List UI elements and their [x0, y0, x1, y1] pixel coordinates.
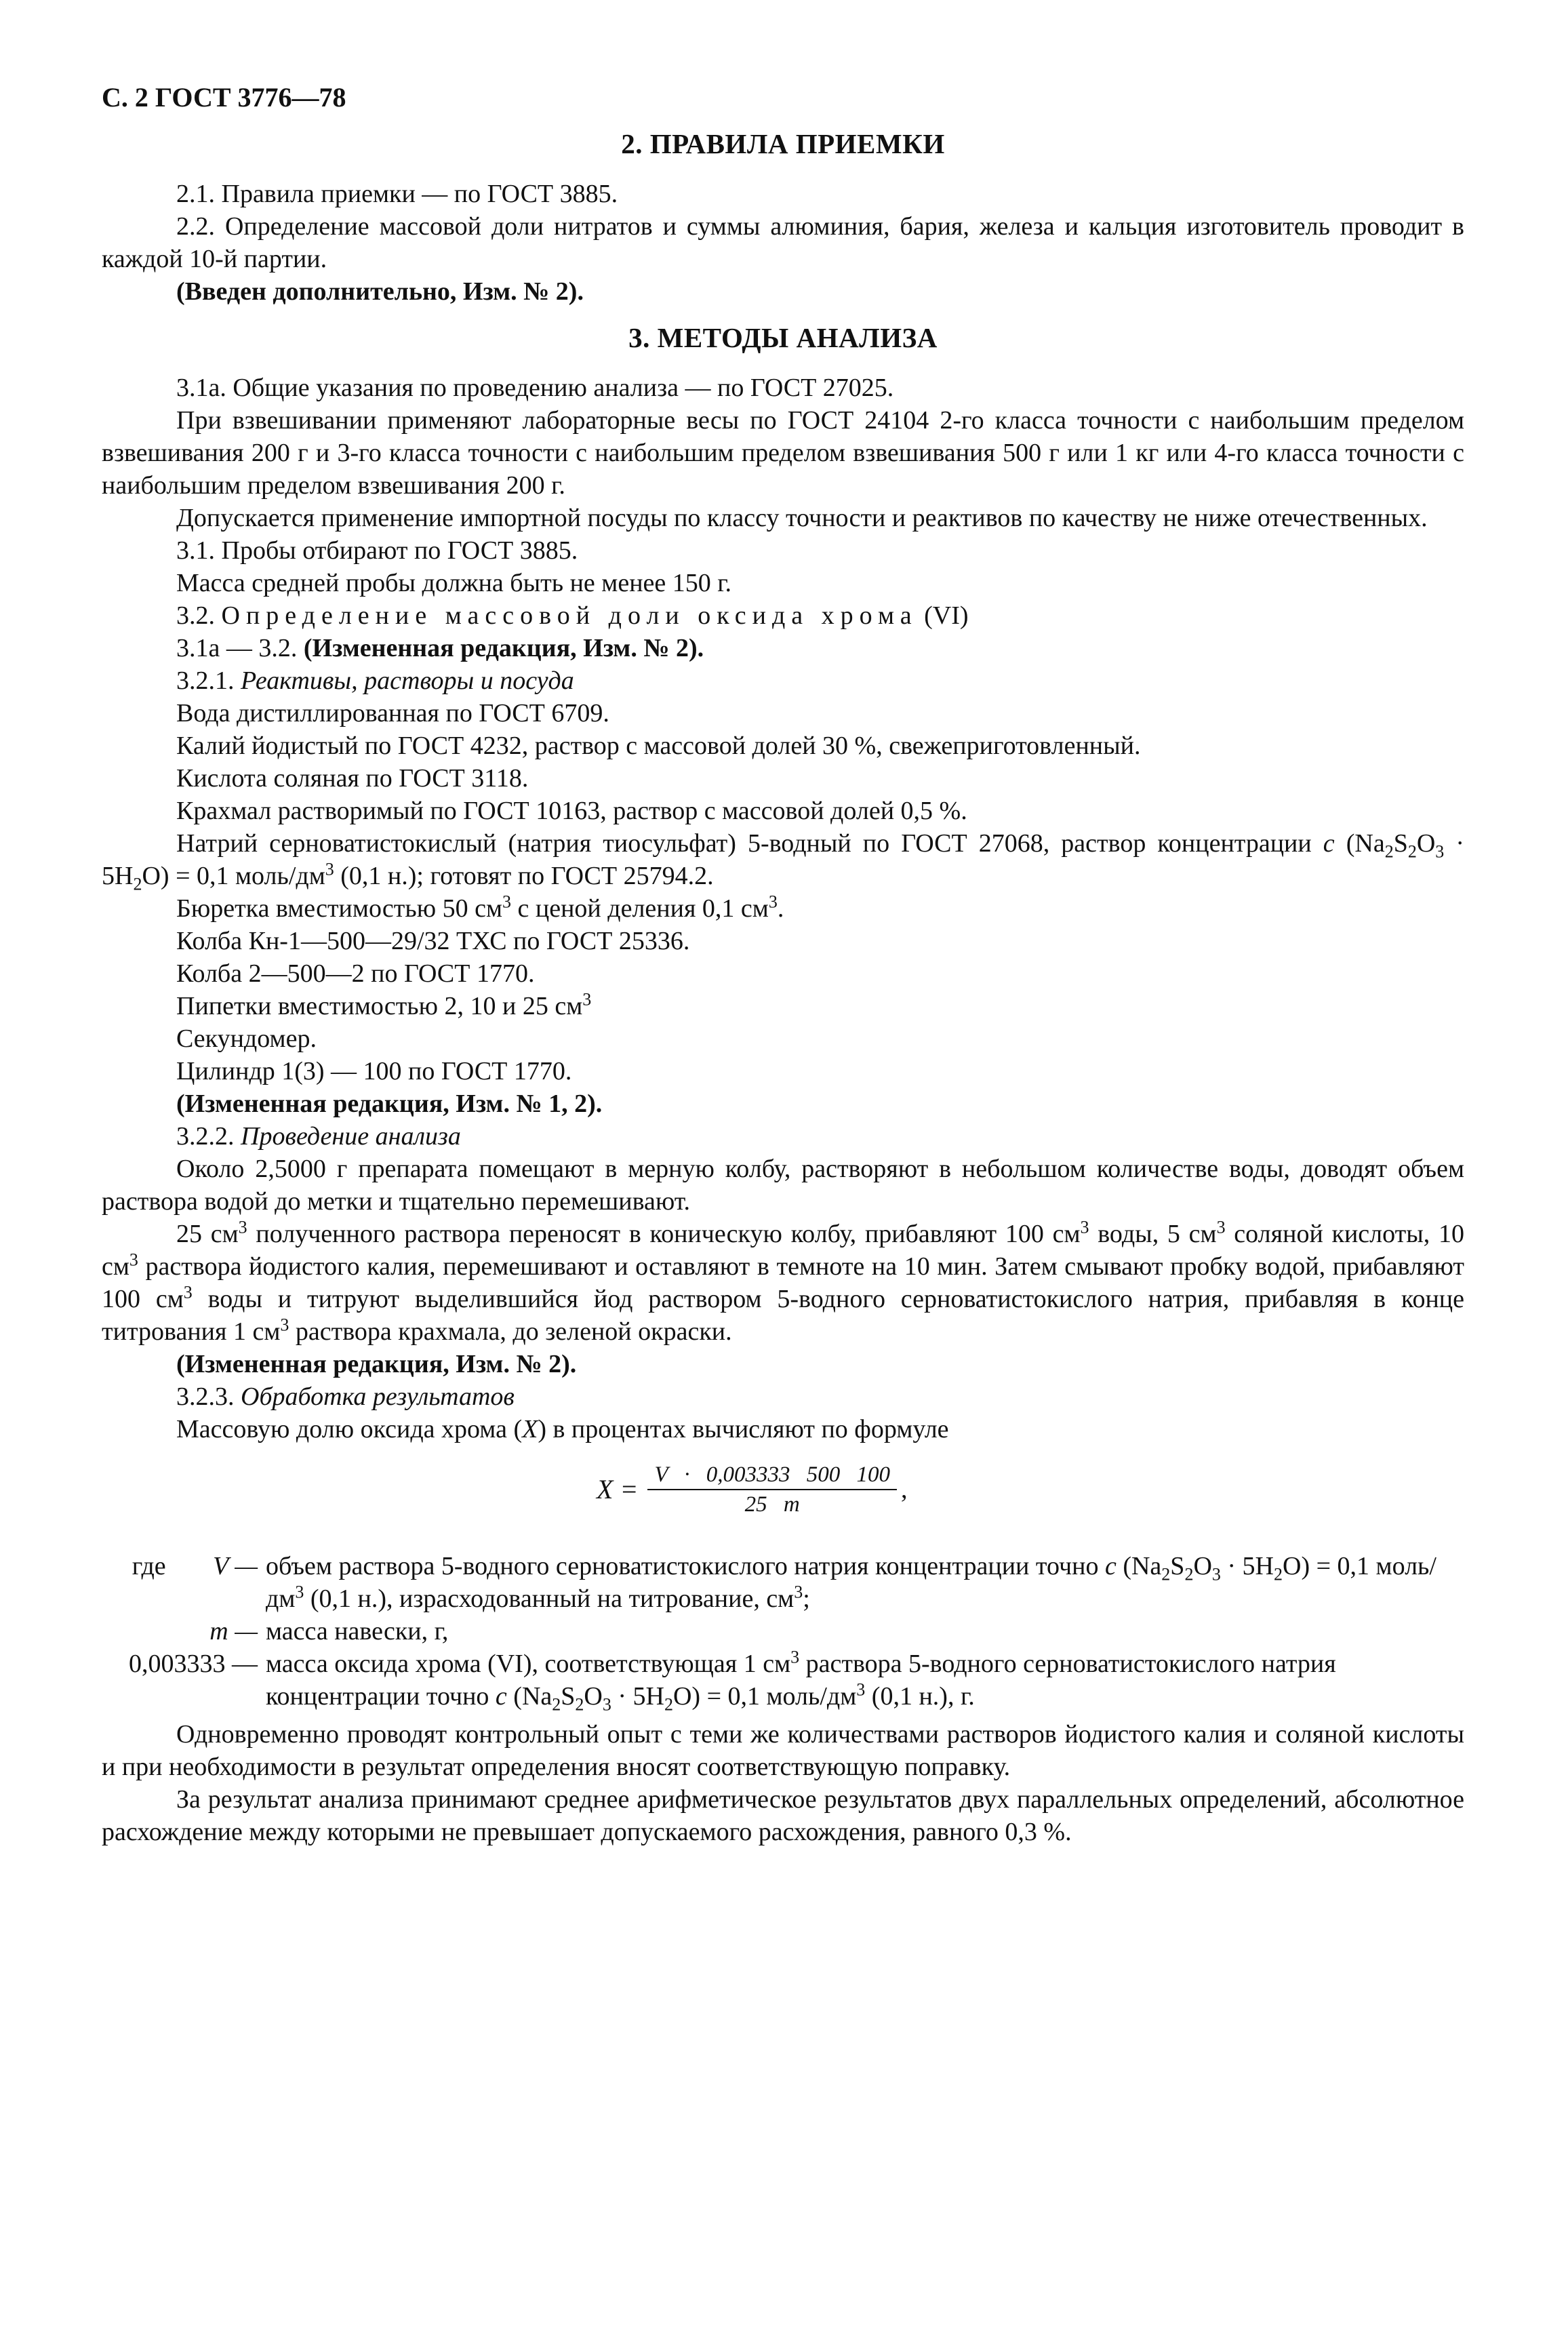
unit-superscript: 3	[280, 1315, 289, 1335]
formula-legend	[102, 1550, 1464, 1713]
chem-symbol: · 5	[611, 1682, 646, 1711]
unit-superscript: 3	[790, 1647, 800, 1667]
chem-symbol: S	[1393, 829, 1408, 858]
chem-symbol: H	[1255, 1552, 1274, 1580]
legend-text: (0,1 н.), г.	[871, 1682, 975, 1711]
clause-number: 3.2.	[176, 601, 215, 630]
legend-text: = 0,1 моль/дм	[706, 1682, 857, 1711]
chem-symbol: S	[1170, 1552, 1185, 1580]
equipment-text: Пипетки вместимостью 2, 10 и 25 см	[176, 992, 583, 1020]
equipment-text: с ценой деления 0,1 см	[517, 894, 769, 923]
clause-number: 3.2.3.	[176, 1382, 235, 1411]
clause-title: Проведение анализа	[241, 1122, 461, 1151]
formula-block	[102, 1454, 1464, 1542]
calculation-intro	[102, 1413, 1464, 1445]
section-2-title: 2. ПРАВИЛА ПРИЕМКИ	[621, 128, 945, 159]
paragraph-3-2-3	[102, 1380, 1464, 1413]
equipment-item: Колба Кн-1—500—29/32 ТХС по ГОСТ 25336.	[176, 927, 690, 955]
chem-symbol: Na	[1354, 829, 1385, 858]
variable-x: X	[522, 1415, 538, 1443]
paragraph-sample-mass: Масса средней пробы должна быть не менее 150 г.	[176, 569, 732, 597]
equipment-text: Бюретка вместимостью 50 см	[176, 894, 502, 923]
clause-number: 3.2.1.	[176, 666, 235, 695]
analysis-text: раствора йодистого калия, перемешивают и оставляют в темноте на 10 мин. Затем смывают пробку водой, прибавляют 100 см	[102, 1252, 1464, 1313]
legend-text: = 0,1 моль/дм	[266, 1552, 1436, 1613]
amendment-note: (Введен дополнительно, Изм. № 2).	[176, 277, 584, 306]
paragraph-3-1a: 3.1а. Общие указания по проведению анализа — по ГОСТ 27025.	[176, 374, 894, 402]
legend-text: раствора 5-водного серноватистокислого натрия концентрации точно	[266, 1650, 1336, 1711]
chem-symbol: H	[115, 862, 134, 890]
chem-symbol: Na	[1131, 1552, 1162, 1580]
analysis-text: воды, 5 см	[1098, 1220, 1217, 1248]
chem-subscript: 2	[1407, 841, 1417, 862]
chem-symbol: O	[584, 1682, 603, 1711]
unit-superscript: 3	[183, 1282, 193, 1302]
amendment-note: (Измененная редакция, Изм. № 2).	[303, 634, 704, 662]
equipment-item: Колба 2—500—2 по ГОСТ 1770.	[176, 959, 535, 988]
formula-denominator: 25 m	[744, 1492, 800, 1517]
amendment-note: (Измененная редакция, Изм. № 1, 2).	[176, 1090, 603, 1118]
chem-symbol: · 5	[102, 829, 1465, 890]
chem-symbol: c	[495, 1682, 507, 1711]
chem-subscript: 2	[552, 1694, 561, 1715]
legend-symbol-v: V —	[213, 1552, 258, 1580]
unit-superscript: 3	[502, 892, 511, 912]
legend-where-word: где	[132, 1552, 166, 1580]
unit-superscript: 3	[768, 892, 778, 912]
analysis-text: воды и титруют выделившийся йод раствором 5-водного серноватистокислого натрия, прибавляя в конце титрования 1 см	[102, 1285, 1464, 1346]
chem-symbol: O	[1416, 829, 1436, 858]
analysis-text: раствора крахмала, до зеленой окраски.	[295, 1317, 732, 1346]
reagent-text: Натрий серноватистокислый (натрия тиосульфат) 5-водный по ГОСТ 27068, раствор концентрации	[176, 829, 1312, 858]
document-page	[102, 81, 1464, 1848]
reagent-item: Кислота соляная по ГОСТ 3118.	[176, 764, 529, 793]
clause-title-suffix: (VI)	[924, 601, 969, 630]
chem-subscript: 2	[1184, 1564, 1194, 1584]
chem-subscript: 2	[1384, 841, 1394, 862]
unit-superscript: 3	[1216, 1217, 1226, 1237]
legend-definition-m: масса навески, г,	[266, 1617, 449, 1646]
unit-superscript: 3	[295, 1582, 304, 1602]
formula-comma: ,	[901, 1475, 908, 1504]
formula-lhs: X =	[597, 1474, 639, 1504]
equipment-item: Секундомер.	[176, 1024, 317, 1053]
chem-subscript: 2	[1274, 1564, 1283, 1584]
chem-subscript: 3	[602, 1694, 611, 1715]
analysis-text: 25 см	[176, 1220, 239, 1248]
chem-symbol: c	[1104, 1552, 1117, 1580]
chem-symbol: H	[645, 1682, 664, 1711]
reagent-item: Калий йодистый по ГОСТ 4232, раствор с массовой долей 30 %, свежеприготовленный.	[176, 732, 1141, 760]
calc-text: ) в процентах вычисляют по формуле	[538, 1415, 949, 1443]
analysis-text: соляной кислоты, 10 см	[102, 1220, 1464, 1281]
paragraph-scales: При взвешивании применяют лабораторные весы по ГОСТ 24104 2-го класса точности с наибольшим пределом взвешивания 200 г и 3-го класса точности с наибольшим пределом взвешивания 500 г или 1 кг или 4-го класса точности с наибольшим пределом взвешивания 200 г.	[102, 406, 1464, 500]
final-paragraph-1: Одновременно проводят контрольный опыт с теми же количествами растворов йодистого калия и соляной кислоты и при необходимости в результат определения вносят соответствующую поправку.	[102, 1720, 1464, 1781]
legend-where	[102, 1550, 258, 1615]
paragraph-3-2-1	[102, 664, 1464, 697]
legend-text: масса оксида хрома (VI), соответствующая 1 см	[266, 1650, 791, 1678]
page-header: С. 2 ГОСТ 3776—78	[102, 82, 346, 113]
chem-superscript: 3	[325, 859, 334, 879]
chem-symbol: O	[142, 862, 161, 890]
formula-numerator: V · 0,003333 500 100	[654, 1462, 890, 1487]
equipment-item: Цилиндр 1(3) — 100 по ГОСТ 1770.	[176, 1057, 572, 1085]
spacer	[102, 1713, 1464, 1718]
chem-symbol: · 5	[1220, 1552, 1255, 1580]
paragraph-3-1: 3.1. Пробы отбирают по ГОСТ 3885.	[176, 536, 578, 565]
analysis-paragraph-1: Около 2,5000 г препарата помещают в мерную колбу, растворяют в небольшом количестве воды, доводят объем раствора водой до метки и тщательно перемешивают.	[102, 1155, 1464, 1216]
chem-subscript: 2	[575, 1694, 584, 1715]
final-paragraph-2: За результат анализа принимают среднее арифметическое результатов двух параллельных определений, абсолютное расхождение между которыми не превышает допускаемого расхождения, равного 0,3 %.	[102, 1785, 1464, 1846]
paragraph-import: Допускается применение импортной посуды по классу точности и реактивов по качеству не ниже отечественных.	[176, 504, 1428, 532]
section-3-title: 3. МЕТОДЫ АНАЛИЗА	[628, 322, 938, 353]
legend-definition-v: объем раствора 5-водного серноватистокислого натрия концентрации точно c $(Na_2S_2O_3 \cdot 5H_2O) = 0,1$ моль/$дм^3$ (0,1 н.), израсходованный на титрование, $см^3$;	[266, 1552, 1436, 1613]
unit-superscript: 3	[794, 1582, 803, 1602]
legend-symbol-m: m —	[209, 1617, 258, 1646]
clause-title: Определение массовой доли оксида хрома	[221, 601, 918, 630]
chem-symbol: O	[1193, 1552, 1212, 1580]
chem-symbol: O	[1283, 1552, 1302, 1580]
clause-number: 3.2.2.	[176, 1122, 235, 1151]
unit-superscript: 3	[238, 1217, 247, 1237]
fraction	[647, 1460, 897, 1519]
unit-superscript: 3	[856, 1679, 866, 1700]
reagent-item: Вода дистиллированная по ГОСТ 6709.	[176, 699, 609, 727]
paragraph-edit-note	[102, 632, 1464, 664]
chem-symbol: Na	[521, 1682, 552, 1711]
chem-subscript: 2	[664, 1694, 673, 1715]
clause-title: Обработка результатов	[241, 1382, 515, 1411]
reagent-text: = 0,1 моль/дм	[176, 862, 325, 890]
equipment-item: Бюретка вместимостью 50 $см^3$ с ценой деления 0,1 $см^3$.	[176, 892, 784, 923]
legend-text: (0,1 н.), израсходованный на титрование, см	[310, 1584, 795, 1613]
analysis-text: полученного раствора переносят в коническую колбу, прибавляют 100 см	[256, 1220, 1081, 1248]
reagent-text: (0,1 н.); готовят по ГОСТ 25794.2.	[340, 862, 714, 890]
legend-definition-constant: масса оксида хрома (VI), соответствующая 1 $см^3$ раствора 5-водного серноватистокислого натрия концентрации точно c $(Na_2S_2O_3 \cdot 5H_2O) = 0,1$ моль/$дм^3$ (0,1 н.), г.	[266, 1647, 1336, 1715]
paragraph-2-1: 2.1. Правила приемки — по ГОСТ 3885.	[176, 180, 618, 208]
calc-text: Массовую долю оксида хрома (	[176, 1415, 523, 1443]
paragraph-2-2: 2.2. Определение массовой доли нитратов и суммы алюминия, бария, железа и кальция изготовитель проводит в каждой 10-й партии.	[102, 212, 1464, 273]
equipment-item	[102, 990, 1464, 1022]
chem-subscript: 2	[1161, 1564, 1171, 1584]
chem-subscript: 3	[1211, 1564, 1221, 1584]
chem-symbol: c	[1323, 829, 1335, 858]
clause-title: Реактивы, растворы и посуда	[241, 666, 574, 695]
unit-superscript: 3	[129, 1250, 138, 1270]
formula	[597, 1460, 908, 1519]
chem-symbol: O	[672, 1682, 692, 1711]
amendment-note: (Измененная редакция, Изм. № 2).	[176, 1350, 577, 1378]
paragraph-3-2	[102, 599, 1464, 632]
reagent-item: Натрий серноватистокислый (натрия тиосульфат) 5-водный по ГОСТ 27068, раствор концентрации c $(Na_2S_2O_3 \cdot 5H_2O) = 0,1$ моль/$дм^3$ (0,1 н.); готовят по ГОСТ 25794.2.	[102, 829, 1465, 894]
chem-subscript: 2	[133, 874, 142, 894]
paragraph-3-2-2	[102, 1120, 1464, 1153]
chem-symbol: S	[561, 1682, 576, 1711]
unit-superscript: 3	[1080, 1217, 1089, 1237]
unit-superscript: 3	[582, 989, 592, 1010]
edit-range: 3.1а — 3.2.	[176, 634, 298, 662]
reagent-item: Крахмал растворимый по ГОСТ 10163, раствор с массовой долей 0,5 %.	[176, 797, 967, 825]
legend-text: объем раствора 5-водного серноватистокислого натрия концентрации точно	[266, 1552, 1099, 1580]
legend-symbol-constant: 0,003333 —	[129, 1650, 258, 1678]
chem-subscript: 3	[1435, 841, 1445, 862]
analysis-paragraph-2	[102, 1218, 1464, 1348]
